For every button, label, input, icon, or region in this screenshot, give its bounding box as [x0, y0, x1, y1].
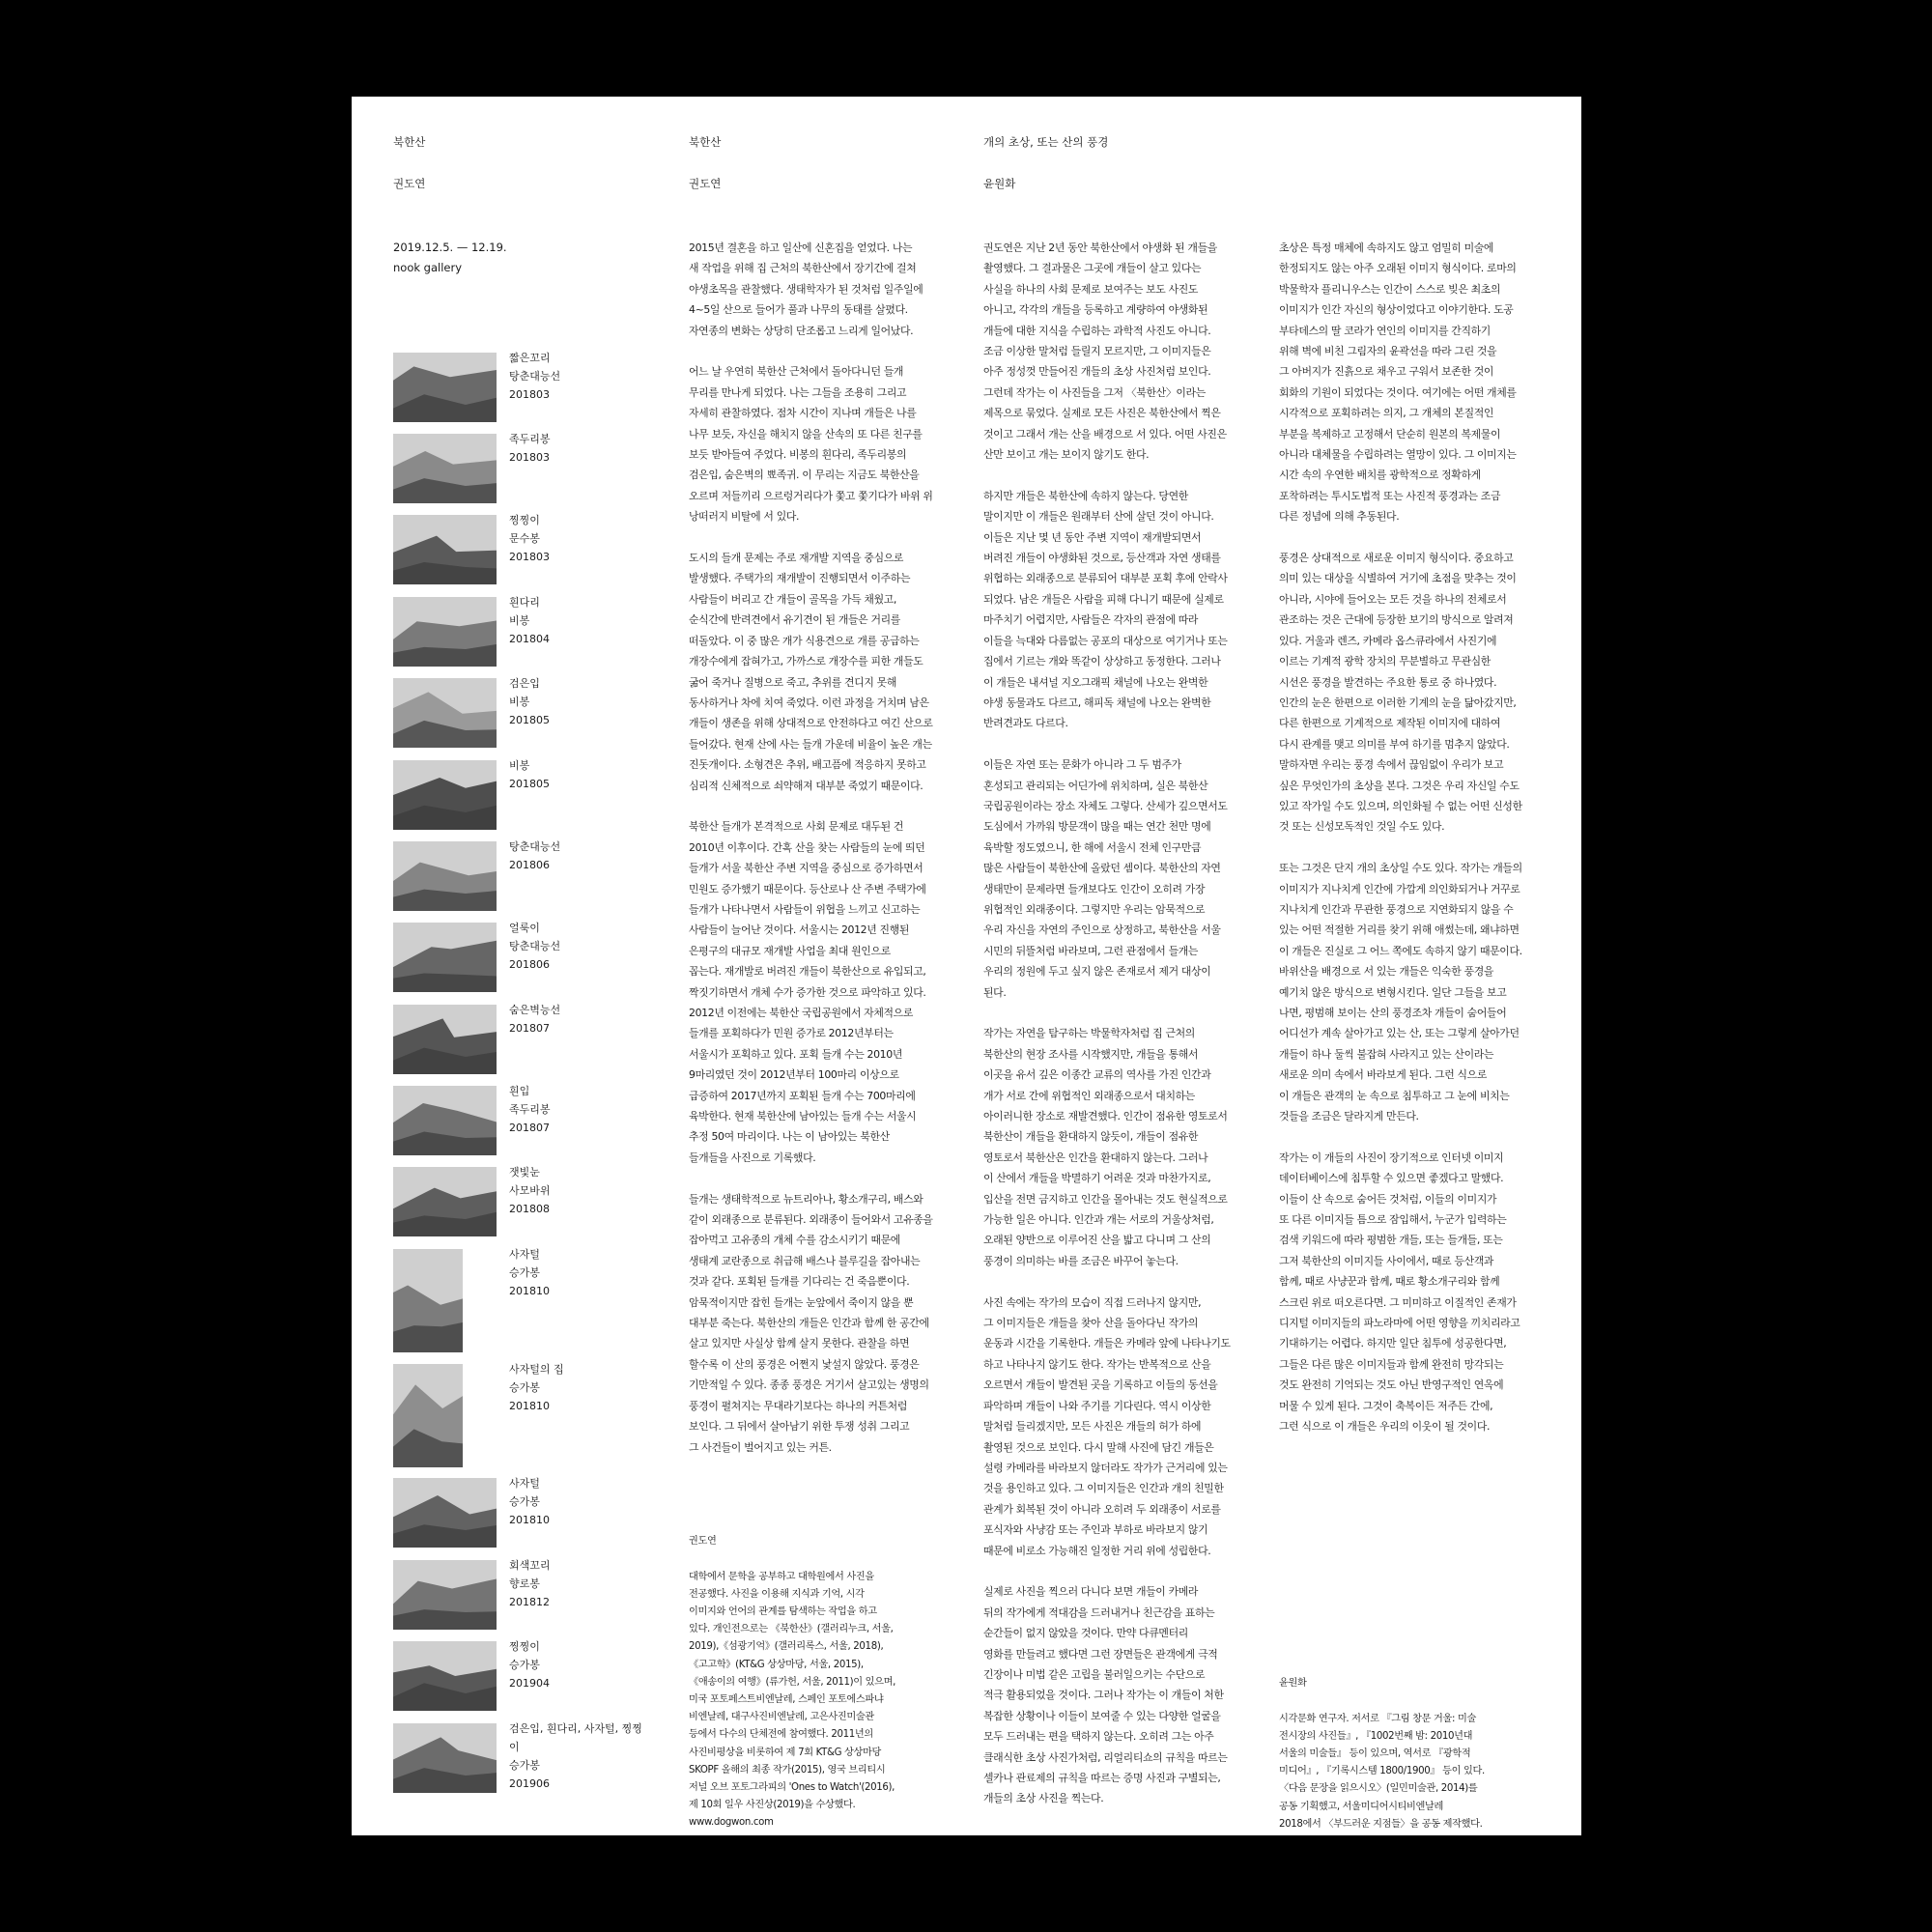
- exhibition-info: [393, 238, 507, 278]
- thumbnail-caption: 짧은꼬리 탕춘대능선 201803: [509, 352, 561, 401]
- dog-photo-thumbnail: [393, 760, 497, 830]
- dog-photo-thumbnail: [393, 434, 497, 503]
- essay-body: [1279, 238, 1549, 1458]
- essay-author: 권도연: [689, 177, 722, 190]
- critic-bio: [1279, 1658, 1485, 1851]
- essay-paragraph: 북한산 들개가 본격적으로 사회 문제로 대두된 건 2010년 이후이다. 간혹 산을 찾는 사람들의 눈에 띄던 들개가 서울 북한산 주변 지역을 중심으로 증가하면서 민원도 증가했기 때문이다. 등산로나 산 주변 주택가에 들개가 나타나면서 사람들이 위협을 느끼고 신고하는 사람들이 늘어난 것이다. 서울시는 2012년 진행된 은평구의 대규모 재개발 사업을 최대 원인으로 꼽는다. 재개발로 버려진 개들이 북한산으로 유입되고, 짝짓기하면서 개체 수가 증가한 것으로 파악하고 있다. 2012년 이전에는 북한산 국립공원에서 자체적으로 들개를 포획하다가 민원 증가로 2012년부터는 서울시가 포획하고 있다. 포획 들개 수는 2010년 9마리였던 것이 2012년부터 100마리 이상으로 급증하여 2017년까지 포획된 들개 수는 700마리에 육박한다. 현재 북한산에 남아있는 들개 수는 서울시 추정 50여 마리이다. 나는 이 남아있는 북한산 들개들을 사진으로 기록했다.: [689, 820, 926, 1164]
- thumbnail-caption: 얼룩이 탕춘대능선 201806: [509, 922, 561, 971]
- dog-photo-thumbnail: [393, 515, 497, 584]
- artist-bio-name: 권도연: [689, 1536, 717, 1548]
- thumbnail-caption: 탕춘대능선 201806: [509, 840, 561, 871]
- thumbnail-caption: 사자털의 집 승가봉 201810: [509, 1363, 564, 1412]
- thumbnail-caption: 검은입 비봉 201805: [509, 677, 550, 726]
- venue-name: nook gallery: [393, 261, 463, 274]
- dog-photo-thumbnail: [393, 1086, 497, 1155]
- dog-photo-thumbnail: [393, 1560, 497, 1630]
- essay-paragraph: 풍경은 상대적으로 새로운 이미지 형식이다. 중요하고 의미 있는 대상을 식별하여 거기에 초점을 맞추는 것이 아니라, 시야에 들어오는 모든 것을 하나의 전체로서 관조하는 것은 근대에 등장한 보기의 방식으로 알려져 있다. 거울과 렌즈, 카메라 옵스큐라에서 사진기에 이르는 기계적 광학 장치의 무분별하고 무관심한 시선은 풍경을 발견하는 주요한 통로 중 하나였다. 인간의 눈은 한편으로 이러한 기계의 눈을 닮아갔지만, 다른 한편으로 기계적으로 제작된 이미지에 대하여 다시 관계를 맺고 의미를 부여 하기를 멈추지 않았다. 말하자면 우리는 풍경 속에서 끊임없이 우리가 보고 싶은 무엇인가의 초상을 본다. 그것은 우리 자신일 수도 있고 작가일 수도 있으며, 의인화될 수 없는 어떤 신성한 것 또는 신성모독적인 것일 수도 있다.: [1279, 552, 1522, 834]
- exhibition-dates: 2019.12.5. — 12.19.: [393, 241, 507, 254]
- essay-paragraph: 또는 그것은 단지 개의 초상일 수도 있다. 작가는 개들의 이미지가 지나치게 인간에 가깝게 의인화되거나 거꾸로 지나치게 인간과 무관한 풍경으로 지연화되지 않을 수 있는 어떤 적절한 거리를 찾기 위해 애썼는데, 왜냐하면 이 개들은 진실로 그 어느 쪽에도 속하지 않기 때문이다. 바위산을 배경으로 서 있는 개들은 익숙한 풍경을 예기치 않은 방식으로 변형시킨다. 일단 그들을 보고 나면, 평범해 보이는 산의 풍경조차 개들이 숨어들어 어디선가 계속 살아가고 있는 산, 또는 그렇게 살아가던 개들이 하나 둘씩 불잡혀 사라지고 있는 산이라는 새로운 의미 속에서 바라보게 된다. 그런 식으로 이 개들은 관객의 눈 속으로 침투하고 그 눈에 비치는 것들을 조금은 달라지게 만든다.: [1279, 862, 1522, 1123]
- thumbnail-caption: 숨은벽능선 201807: [509, 1004, 561, 1035]
- thumbnail-caption: 사자털 승가봉 201810: [509, 1477, 550, 1526]
- essay-paragraph: 작가는 이 개들의 사진이 장기적으로 인터넷 이미지 데이터베이스에 침투할 수 있으면 좋겠다고 말했다. 이들이 산 속으로 숨어든 것처럼, 이들의 이미지가 또 다른 이미지들 틈으로 잠입해서, 누군가 입력하는 검색 키워드에 따라 평범한 개들, 또는 들개들, 또는 그저 북한산의 이미지들 사이에서, 때로 등산객과 함께, 때로 사냥꾼과 함께, 때로 황소개구리와 함께 스크린 위로 떠오른다면. 그 미미하고 이질적인 존재가 디지털 이미지들의 파노라마에 어떤 영향을 끼치리라고 기대하기는 어렵다. 하지만 일단 침투에 성공한다면, 그들은 다른 많은 이미지들과 함께 완전히 망각되는 것도 완전히 기억되는 것도 아닌 반영구적인 연옥에 머물 수 있게 된다. 그것이 축복이든 저주든 간에, 그런 식으로 이 개들은 우리의 이웃이 될 것이다.: [1279, 1151, 1520, 1434]
- essay-title: 개의 초상, 또는 산의 풍경: [983, 135, 1109, 149]
- thumbnail-caption: 비봉 201805: [509, 759, 550, 790]
- thumbnail-caption: 잿빛눈 사모바위 201808: [509, 1166, 551, 1215]
- dog-photo-thumbnail: [393, 597, 497, 667]
- thumbnail-caption: 찡찡이 승가봉 201904: [509, 1640, 550, 1690]
- thumbnail-caption: 흰다리 비봉 201804: [509, 596, 550, 645]
- dog-photo-thumbnail: [393, 1478, 497, 1548]
- critic-bio-name: 윤원화: [1279, 1678, 1307, 1690]
- essay-title: 북한산: [689, 135, 722, 149]
- dog-photo-thumbnail: [393, 1167, 497, 1236]
- essay-paragraph: 실제로 사진을 찍으러 다니다 보면 개들이 카메라 뒤의 작가에게 적대감을 드러내거나 친근감을 표하는 순간들이 없지 않았을 것이다. 만약 다큐멘터리 영화를 만들려고 했다면 그런 장면들은 관객에게 극적 긴장이나 미법 같은 고립을 불러일으키는 수단으로 적극 활용되었을 것이다. 그러나 작가는 이 개들이 처한 복잡한 상황이나 이들이 보여줄 수 있는 다양한 얼굴을 모두 드러내는 편을 택하지 않는다. 오히려 그는 아주 클래식한 초상 사진가처럼, 리얼리티쇼의 규칙을 따르는 셀카나 관료제의 규칙을 따르는 증명 사진과 구별되는, 개들의 초상 사진을 찍는다.: [983, 1585, 1228, 1805]
- thumbnail-caption: 사자털 승가봉 201810: [509, 1248, 550, 1297]
- essay-paragraph: 이들은 자연 또는 문화가 아니라 그 두 범주가 혼성되고 관리되는 어딘가에 위치하며, 실은 북한산 국립공원이라는 장소 자체도 그렇다. 산세가 깊으면서도 도심에서 가까워 방문객이 많을 때는 연간 천만 명에 육박할 정도였으니, 한 해에 서울시 전체 인구만큼 많은 사람들이 북한산에 올랐던 셈이다. 북한산의 자연 생태만이 문제라면 들개보다도 인간이 오히려 가장 위협적인 외래종이다. 그렇지만 우리는 암묵적으로 우리 자신을 자연의 주인으로 상정하고, 북한산을 서울 시민의 뒤뜰처럼 바라보며, 그런 관점에서 들개는 우리의 정원에 두고 싶지 않은 존재로서 제거 대상이 된다.: [983, 758, 1228, 999]
- thumbnail-caption: 회색꼬리 향로봉 201812: [509, 1559, 551, 1608]
- essay-paragraph: 초상은 특정 매체에 속하지도 않고 엄밀히 미술에 한정되지도 않는 아주 오래된 이미지 형식이다. 로마의 박물학자 플리니우스는 인간이 스스로 빚은 최초의 이미지가 인간 자신의 형상이었다고 이야기한다. 도공 부타데스의 딸 코라가 연인의 이미지를 간직하기 위해 벽에 비친 그림자의 윤곽선을 따라 그린 것을 그 아버지가 진흙으로 채우고 구워서 보존한 것이 회화의 기원이 되었다는 것이다. 여기에는 어떤 개체를 시각적으로 포획하려는 의지, 그 개체의 본질적인 부분을 복제하고 고정해서 단순히 원본의 복제물이 아니라 대체물을 수립하려는 열망이 있다. 그 이미지는 시간 속의 우연한 배치를 광학적으로 정확하게 포착하려는 투시도법적 또는 사진적 풍경과는 조금 다른 정념에 의해 추동된다.: [1279, 242, 1517, 524]
- dog-photo-thumbnail: [393, 841, 497, 911]
- artist-bio-text: 대학에서 문학을 공부하고 대학원에서 사진을 전공했다. 사진을 이용해 지식과 기억, 시각 이미지와 언어의 관계를 탐색하는 작업을 하고 있다. 개인전으로는 《북한산》(갤러리누크, 서울, 2019),《섬광기억》(갤러리록스, 서울, 2018), 《고고학》(KT&G 상상마당, 서울, 2015), 《애송이의 여행》(류가헌, 서울, 2011)이 있으며, 미국 포토페스트비엔날레, 스페인 포토에스파냐 비엔날레, 대구사진비엔날레, 고은사진미술관 등에서 다수의 단체전에 참여했다. 2011년의 사진비평상을 비롯하여 제 7회 KT&G 상상마당 SKOPF 올해의 최종 작가(2015), 영국 브리티시 저널 오브 포토그라피의 'Ones to Watch'(2016), 제 10회 일우 사진상(2019)을 수상했다. www.dogwon.com: [689, 1571, 896, 1829]
- dog-photo-thumbnail: [393, 1723, 497, 1793]
- essay-paragraph: 사진 속에는 작가의 모습이 직접 드러나지 않지만, 그 이미지들은 개들을 찾아 산을 돌아다닌 작가의 운동과 시간을 기록한다. 개들은 카메라 앞에 나타나기도 하고 나타나지 않기도 한다. 작가는 반복적으로 산을 오르면서 개들이 발견된 곳을 기록하고 이들의 동선을 파악하며 개들이 나와 주기를 기다린다. 역시 이상한 말처럼 들리겠지만, 모든 사진은 개들의 허가 하에 촬영된 것으로 보인다. 다시 말해 사진에 담긴 개들은 설령 카메라를 바라보지 않더라도 작가가 근거리에 있는 것을 용인하고 있다. 그 이미지들은 인간과 개의 친밀한 관계가 회복된 것이 아니라 오히려 두 외래종이 서로를 포식자와 사냥감 또는 주인과 부하로 바라보지 않기 때문에 비로소 가능해진 일정한 거리 위에 성립한다.: [983, 1295, 1231, 1557]
- dog-photo-thumbnail: [393, 1364, 463, 1467]
- poster-sheet: [352, 97, 1581, 1835]
- thumbnail-caption: 족두리봉 201803: [509, 433, 551, 464]
- exhibition-title: 북한산: [393, 135, 426, 149]
- essay-paragraph: 하지만 개들은 북한산에 속하지 않는다. 당연한 말이지만 이 개들은 원래부터 산에 살던 것이 아니다. 이들은 지난 몇 년 동안 주변 지역이 재개발되면서 버려진 개들이 야생화된 것으로, 등산객과 자연 생태를 위협하는 외래종으로 분류되어 대부분 포획 후에 안락사 되었다. 남은 개들은 사람을 피해 다니기 때문에 실제로 마주치기 어렵지만, 사람들은 각자의 관점에 따라 이들을 늑대와 다름없는 공포의 대상으로 여기거나 또는 집에서 기르는 개와 똑같이 상상하고 동정한다. 그러나 이 개들은 내셔널 지오그래픽 채널에 나오는 완벽한 야생 동물과도 다르고, 해피독 채널에 나오는 완벽한 반려견과도 다르다.: [983, 489, 1228, 730]
- critic-bio-text: 시각문화 연구자. 저서로 『그림 창문 거울: 미술 전시장의 사진들』, 『1002번째 밤: 2010년대 서울의 미술들』 등이 있으며, 역서로 『광학적 미디어』, 『기록시스템 1800/1900』 등이 있다. 〈다음 문장을 읽으시오〉(일민미술관, 2014)를 공동 기획했고, 서울미디어시티비엔날레 2018에서 〈부드러운 지점들〉을 공동 제작했다.: [1279, 1713, 1485, 1830]
- dog-photo-thumbnail: [393, 1005, 497, 1074]
- essay-body: [689, 238, 959, 1478]
- essay-body: [983, 238, 1254, 1830]
- essay-paragraph: 작가는 자연을 탐구하는 박물학자처럼 집 근처의 북한산의 현장 조사를 시작했지만, 개들을 통해서 이곳을 유서 깊은 이종간 교류의 역사를 가진 인간과 개가 서로 간에 위협적인 외래종으로서 대치하는 아이러니한 장소로 재발견했다. 인간이 점유한 영토로서 북한산이 개들을 환대하지 않듯이, 개들이 점유한 영토로서 북한산은 인간을 환대하지 않는다. 그러나 이 산에서 개들을 박멸하기 어려운 것과 마찬가지로, 입산을 전면 금지하고 인간을 몰아내는 것도 현실적으로 가능한 일은 아니다. 인간과 개는 서로의 거울상처럼, 오래된 양반으로 이루어진 산을 밟고 다니며 그 산의 풍경이 의미하는 바를 조금은 바꾸어 놓는다.: [983, 1027, 1228, 1267]
- thumbnail-caption: 찡찡이 문수봉 201803: [509, 514, 550, 563]
- dog-photo-thumbnail: [393, 353, 497, 422]
- thumbnail-caption: 흰입 족두리봉 201807: [509, 1085, 551, 1134]
- thumbnail-caption: 검은입, 흰다리, 사자털, 찡찡이 승가봉 201906: [509, 1722, 642, 1790]
- essay-paragraph: 들개는 생태학적으로 뉴트리아나, 황소개구리, 배스와 같이 외래종으로 분류된다. 외래종이 들어와서 고유종을 잡아먹고 고유종의 개체 수를 감소시키기 때문에 생태계 교란종으로 취급해 배스나 블루길을 잡아내는 것과 같다. 포획된 들개를 기다리는 건 죽음뿐이다. 암묵적이지만 잡힌 들개는 눈앞에서 죽이지 않을 뿐 대부분 죽는다. 북한산의 개들은 인간과 함께 한 공간에 살고 있지만 사실상 함께 살지 못한다. 관찰을 하면 할수록 이 산의 풍경은 어쩐지 낯설지 않았다. 풍경은 기만적일 수 있다. 종종 풍경은 거기서 살고있는 생명의 풍경이 펼쳐지는 무대라기보다는 하나의 커튼처럼 보인다. 그 뒤에서 살아남기 위한 투쟁 성취 그리고 그 사건들이 벌어지고 있는 커튼.: [689, 1192, 933, 1454]
- dog-photo-thumbnail: [393, 1249, 463, 1352]
- dog-photo-thumbnail: [393, 923, 497, 992]
- artist-bio: [689, 1516, 895, 1850]
- dog-photo-thumbnail: [393, 678, 497, 748]
- essay-paragraph: 어느 날 우연히 북한산 근처에서 돌아다니던 들개 무리를 만나게 되었다. 나는 그들을 조용히 그리고 자세히 관찰하였다. 점차 시간이 지나며 개들은 나를 나무 보듯, 자신을 해치지 않을 산속의 또 다른 친구를 보듯 받아들여 주었다. 비봉의 흰다리, 족두리봉의 검은입, 숨은벽의 뾰족귀. 이 무리는 지금도 북한산을 오르며 저들끼리 으르렁거리다가 쫓고 쫓기다가 바위 위 낭떠러지 비탈에 서 있다.: [689, 365, 933, 524]
- essay-author: 윤원화: [983, 177, 1016, 190]
- essay-paragraph: 2015년 결혼을 하고 일산에 신혼집을 얻었다. 나는 새 작업을 위해 집 근처의 북한산에서 장기간에 걸쳐 야생초목을 관찰했다. 생태학자가 된 것처럼 일주일에 4~5일 산으로 들어가 풀과 나무의 동태를 살폈다. 자연종의 변화는 상당히 단조롭고 느리게 일어났다.: [689, 242, 923, 337]
- essay-paragraph: 도시의 들개 문제는 주로 재개발 지역을 중심으로 발생했다. 주택가의 재개발이 진행되면서 이주하는 사람들이 버리고 간 개들이 골목을 가득 채웠고, 순식간에 반려견에서 유기견이 된 개들은 거리를 떠돌았다. 이 중 많은 개가 식용견으로 개를 공급하는 개장수에게 잡혀가고, 가까스로 개장수를 피한 개들도 굶어 죽거나 질병으로 죽고, 추위를 견디지 못해 동사하거나 차에 치여 죽었다. 이런 과정을 거치며 남은 개들이 생존을 위해 상대적으로 안전하다고 여긴 산으로 들어갔다. 현재 산에 사는 들개 가운데 비율이 높은 개는 진돗개이다. 소형견은 추위, 배고픔에 적응하지 못하고 심리적 신체적으로 쇠약해져 대부분 죽었기 때문이다.: [689, 552, 933, 792]
- dog-photo-thumbnail: [393, 1641, 497, 1711]
- artist-name: 권도연: [393, 177, 426, 190]
- essay-paragraph: 권도연은 지난 2년 동안 북한산에서 야생화 된 개들을 촬영했다. 그 결과물은 그곳에 개들이 살고 있다는 사실을 하나의 사회 문제로 보여주는 보도 사진도 아니고, 각각의 개들을 등록하고 계량하여 야생화된 개들에 대한 지식을 수립하는 과학적 사진도 아니다. 조금 이상한 말처럼 들릴지 모르지만, 그 이미지들은 아주 정성껏 만들어진 개들의 초상 사진처럼 보인다. 그런데 작가는 이 사진들을 그저 〈북한산〉이라는 제목으로 묶었다. 실제로 모든 사진은 북한산에서 찍은 것이고 그래서 개는 산을 배경으로 서 있다. 어떤 사진은 산만 보이고 개는 보이지 않기도 한다.: [983, 242, 1227, 462]
